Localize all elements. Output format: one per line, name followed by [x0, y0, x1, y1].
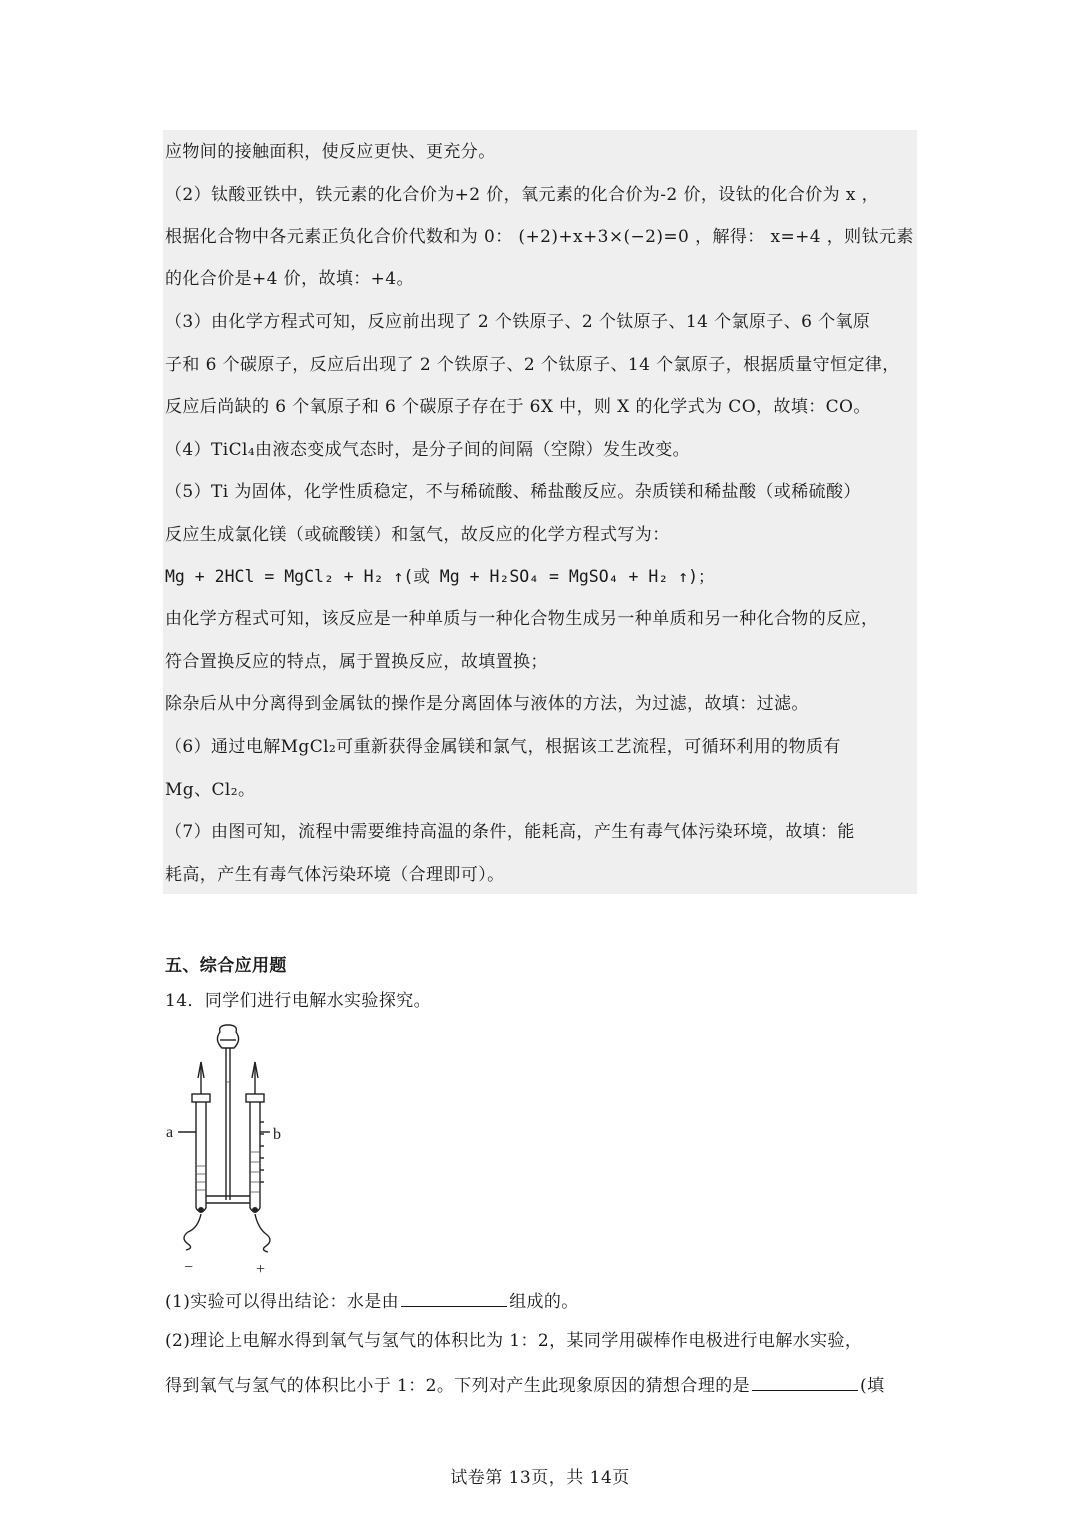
sub-question-1-text: (1)实验可以得出结论：水是由	[165, 1292, 400, 1312]
answer-line: 除杂后从中分离得到金属钛的操作是分离固体与液体的方法，为过滤，故填：过滤。	[165, 694, 809, 714]
answer-line: （2）钛酸亚铁中，铁元素的化合价为+2 价，氧元素的化合价为-2 价，设钛的化合价为 x ，	[165, 185, 880, 205]
section-heading: 五、综合应用题	[165, 956, 287, 976]
label-b: b	[273, 1126, 281, 1143]
answer-line: 根据化合物中各元素正负化合价代数和为 0： (+2)+x+3×(−2)=0 ，解得： x=+4 ，则钛元素	[165, 227, 914, 247]
label-a: a	[166, 1124, 174, 1141]
answer-line: 的化合价是+4 价，故填：+4。	[165, 269, 414, 289]
answer-line: Mg、Cl₂。	[165, 780, 256, 800]
answer-line: （5）Ti 为固体，化学性质稳定，不与稀硫酸、稀盐酸反应。杂质镁和稀盐酸（或稀硫酸）	[165, 482, 861, 502]
answer-line: 反应后尚缺的 6 个氧原子和 6 个碳原子存在于 6X 中，则 X 的化学式为 CO，故填：CO。	[165, 397, 871, 417]
question-title: 14．同学们进行电解水实验探究。	[165, 991, 432, 1011]
answer-line: 耗高，产生有毒气体污染环境（合理即可）。	[165, 865, 505, 885]
answer-line: 反应生成氯化镁（或硫酸镁）和氢气，故反应的化学方程式写为：	[165, 525, 670, 545]
sub-question-2-text-end: (填	[860, 1376, 885, 1396]
answer-line: （6）通过电解MgCl₂可重新获得金属镁和氯气，根据该工艺流程，可循环利用的物质有	[165, 737, 841, 757]
label-minus: −	[184, 1259, 194, 1276]
answer-line: 由化学方程式可知，该反应是一种单质与一种化合物生成另一种单质和另一种化合物的反应，	[165, 609, 879, 629]
electrolysis-apparatus-diagram	[160, 1022, 290, 1278]
sub-question-2-line1: (2)理论上电解水得到氧气与氢气的体积比为 1：2，某同学用碳棒作电极进行电解水实验，	[165, 1331, 863, 1351]
answer-line: （4）TiCl₄由液态变成气态时，是分子间的间隔（空隙）发生改变。	[165, 440, 691, 460]
answer-line: 应物间的接触面积，使反应更快、更充分。	[165, 142, 496, 162]
chemical-equation: Mg + 2HCl = MgCl₂ + H₂ ↑(或 Mg + H₂SO₄ = MgSO₄ + H₂ ↑)；	[165, 567, 715, 586]
answer-line: 子和 6 个碳原子，反应后出现了 2 个铁原子、2 个钛原子、14 个氯原子，根据质量守恒定律，	[165, 355, 900, 375]
sub-question-2-text: 得到氧气与氢气的体积比小于 1：2。下列对产生此现象原因的猜想合理的是	[165, 1376, 751, 1396]
label-plus: +	[256, 1261, 266, 1278]
page-footer: 试卷第 13页，共 14页	[450, 1468, 630, 1488]
answer-line: 符合置换反应的特点，属于置换反应，故填置换；	[165, 652, 548, 672]
sub-question-1-text-end: 组成的。	[509, 1292, 579, 1312]
answer-line: （7）由图可知，流程中需要维持高温的条件，能耗高，产生有毒气体污染环境，故填：能	[165, 822, 855, 842]
answer-line: （3）由化学方程式可知，反应前出现了 2 个铁原子、2 个钛原子、14 个氯原子、6 个氧原	[165, 312, 871, 332]
sub-question-1	[165, 1288, 579, 1313]
answer-blank[interactable]	[752, 1372, 858, 1391]
answer-blank[interactable]	[401, 1288, 507, 1307]
sub-question-2-line2	[165, 1372, 884, 1397]
